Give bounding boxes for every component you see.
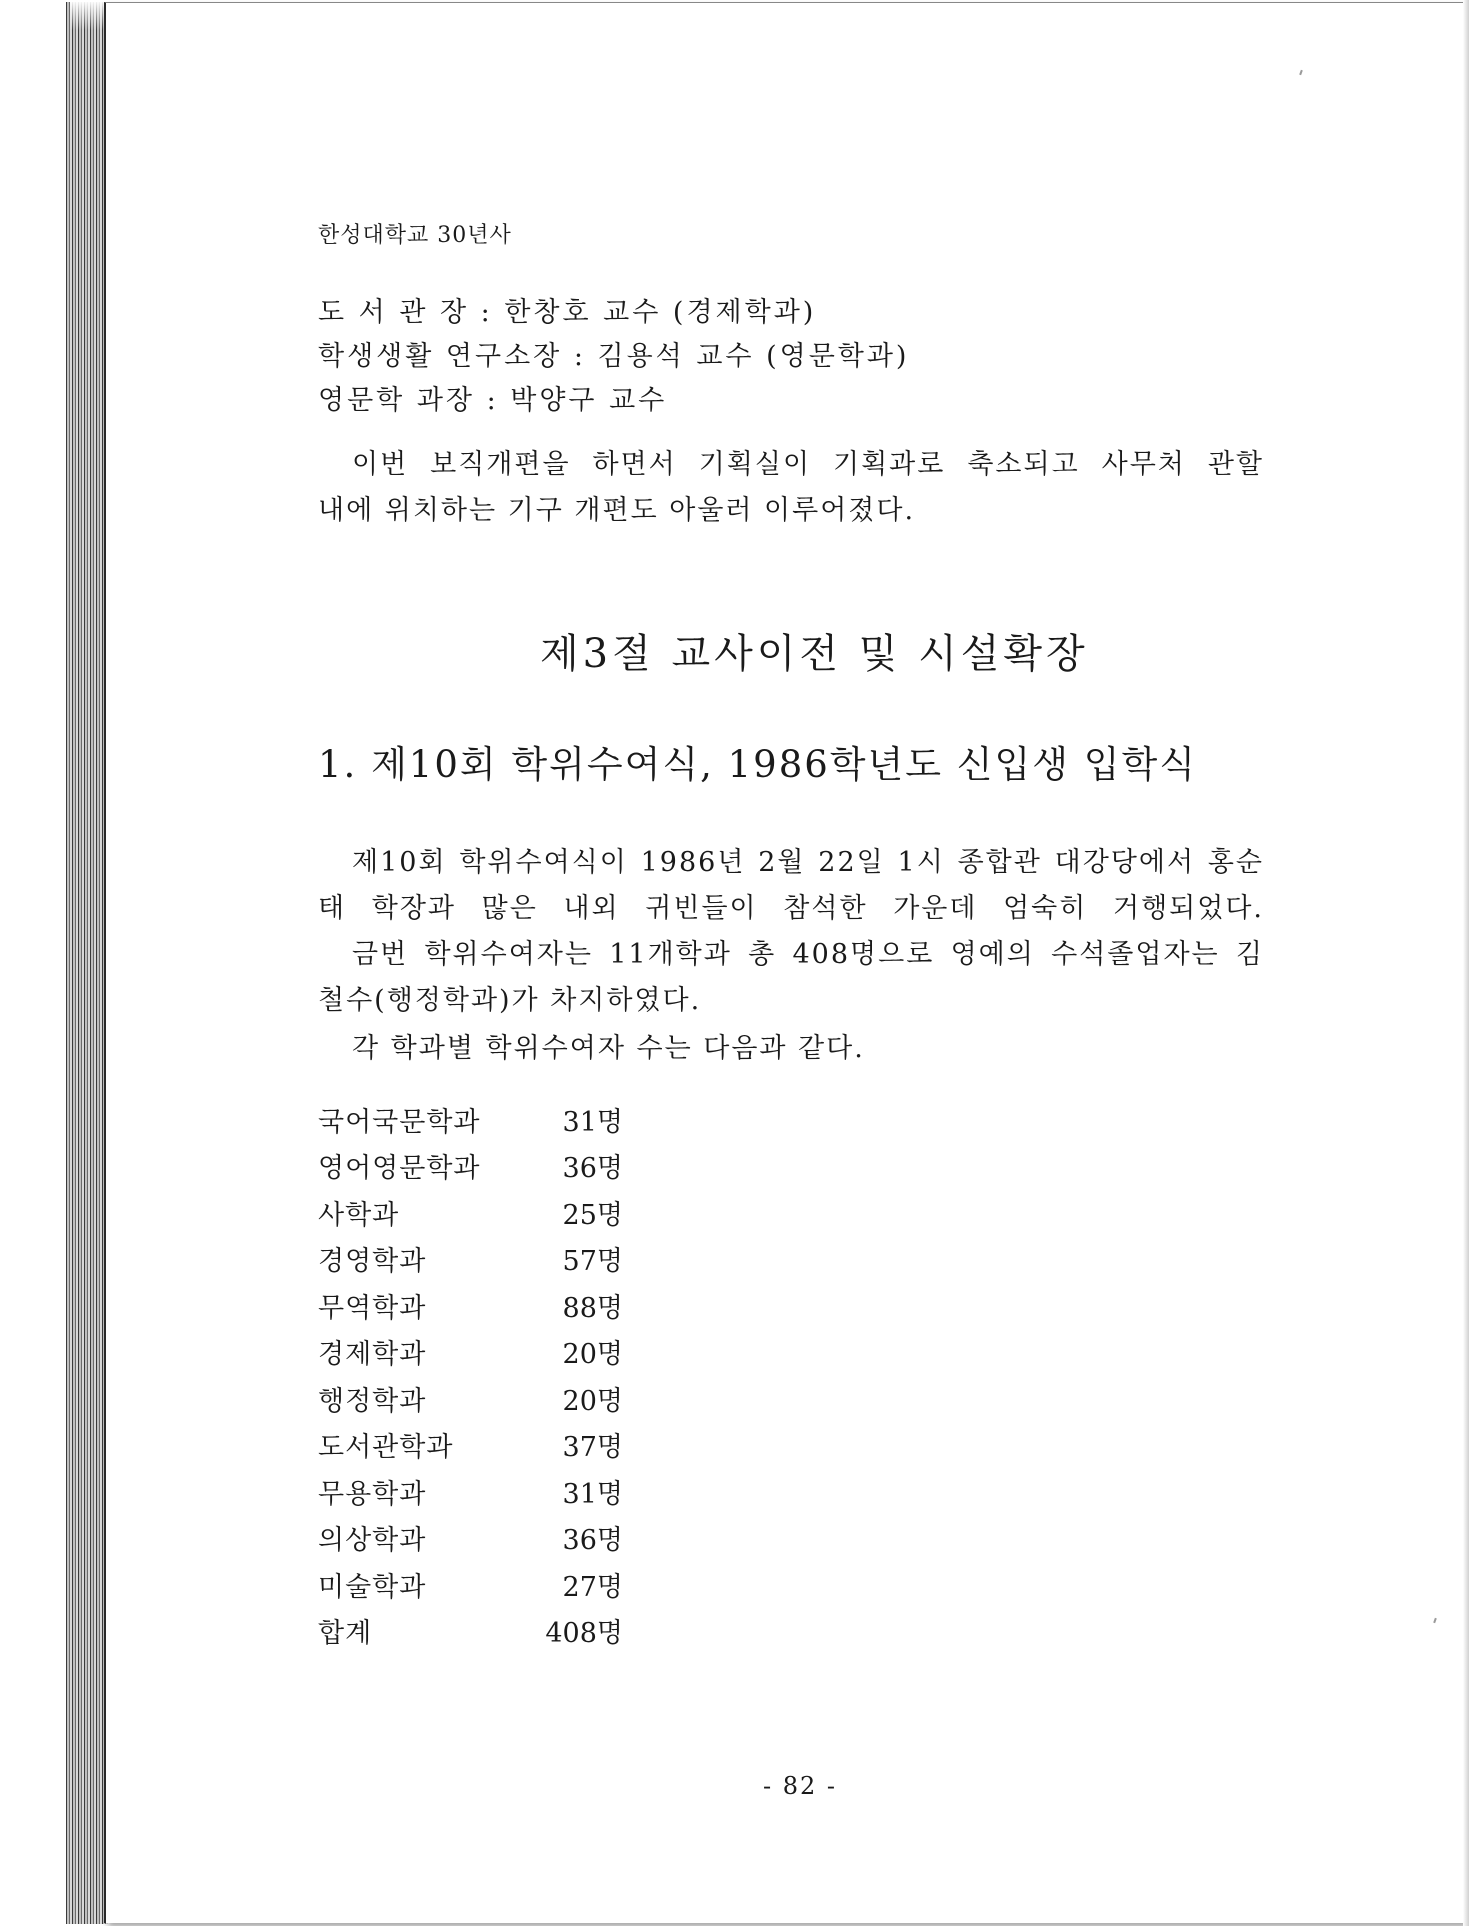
official-line: 영문학 과장 : 박양구 교수 — [318, 385, 668, 416]
department-name: 미술학과 — [318, 1571, 427, 1603]
paragraph-line: 철수(행정학과)가 차지하였다. — [318, 985, 702, 1016]
paragraph-line: 제10회 학위수여식이 1986년 2월 22일 1시 종합관 대강당에서 홍순 — [352, 847, 1264, 878]
list-item — [318, 1096, 638, 1143]
graduate-count: 57명 — [562, 1246, 623, 1278]
list-item — [318, 1329, 638, 1376]
department-name: 영어영문학과 — [318, 1153, 481, 1185]
subsection-title: 1. 제10회 학위수여식, 1986학년도 신입생 입학식 — [318, 743, 1197, 786]
paragraph-line: 내에 위치하는 기구 개편도 아울러 이루어졌다. — [318, 495, 916, 526]
graduate-count: 31명 — [562, 1478, 623, 1510]
page-number: - 82 - — [762, 1772, 837, 1800]
department-name: 국어국문학과 — [318, 1106, 481, 1138]
list-item — [318, 1422, 638, 1469]
list-item-total — [318, 1608, 638, 1655]
department-name: 무역학과 — [318, 1292, 427, 1324]
graduate-count: 88명 — [562, 1292, 623, 1324]
graduate-count: 36명 — [562, 1153, 623, 1185]
graduate-count: 27명 — [562, 1571, 623, 1603]
page-right-edge — [1463, 0, 1469, 1926]
department-graduate-list — [318, 1096, 638, 1654]
department-name: 도서관학과 — [318, 1432, 454, 1464]
paragraph-line: 금번 학위수여자는 11개학과 총 408명으로 영예의 수석졸업자는 김 — [352, 939, 1264, 970]
list-item — [318, 1282, 638, 1329]
graduate-count: 37명 — [562, 1432, 623, 1464]
list-item — [318, 1143, 638, 1190]
list-item — [318, 1375, 638, 1422]
list-item — [318, 1236, 638, 1283]
graduate-count: 36명 — [562, 1525, 623, 1557]
list-item — [318, 1468, 638, 1515]
graduate-count: 31명 — [562, 1106, 623, 1138]
graduate-count: 20명 — [562, 1385, 623, 1417]
department-name: 행정학과 — [318, 1385, 427, 1417]
department-name: 경제학과 — [318, 1339, 427, 1371]
paragraph-line: 태 학장과 많은 내외 귀빈들이 참석한 가운데 엄숙히 거행되었다. — [318, 893, 1264, 924]
graduate-count: 25명 — [562, 1199, 623, 1231]
official-line: 도 서 관 장 : 한창호 교수 (경제학과) — [318, 297, 817, 328]
list-item — [318, 1515, 638, 1562]
paragraph-line: 각 학과별 학위수여자 수는 다음과 같다. — [352, 1033, 865, 1064]
official-line: 학생생활 연구소장 : 김용석 교수 (영문학과) — [318, 341, 910, 372]
department-name: 경영학과 — [318, 1246, 427, 1278]
list-item — [318, 1189, 638, 1236]
total-count: 408명 — [545, 1618, 623, 1650]
department-name: 무용학과 — [318, 1478, 427, 1510]
section-title: 제3절 교사이전 및 시설확장 — [540, 631, 1089, 677]
running-head: 한성대학교 30년사 — [318, 223, 512, 248]
department-name: 의상학과 — [318, 1525, 427, 1557]
total-label: 합계 — [318, 1618, 373, 1650]
list-item — [318, 1561, 638, 1608]
department-name: 사학과 — [318, 1199, 400, 1231]
paragraph-line: 이번 보직개편을 하면서 기획실이 기획과로 축소되고 사무처 관할 — [352, 449, 1264, 480]
book-page-edges — [66, 2, 108, 1924]
graduate-count: 20명 — [562, 1339, 623, 1371]
